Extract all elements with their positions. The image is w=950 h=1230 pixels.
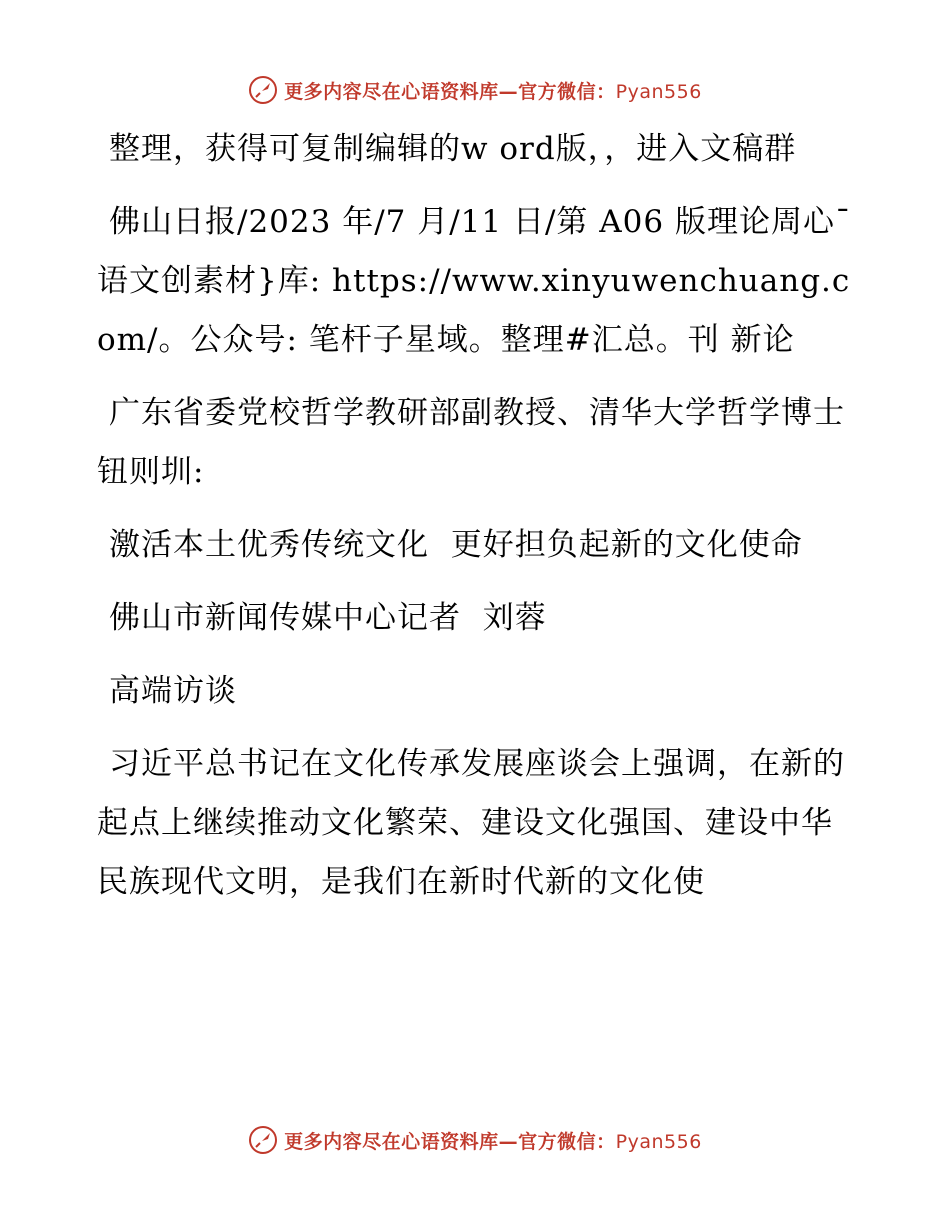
paragraph-author-title: 广东省委党校哲学教研部副教授、清华大学哲学博士钮则圳: (97, 395, 845, 490)
paragraph-body: 习近平总书记在文化传承发展座谈会上强调，在新的起点上继续推动文化繁荣、建设文化强国、建设中华民族现代文明，是我们在新时代新的文化使 (97, 746, 845, 900)
paragraph-source: 佛山日报/2023 年/7 月/11 日/第 A06 版理论周心¯语文创素材}库: https://www.xinyuwenchuang.com/。公众号: 笔杆子星域。整理#汇总。刊 新论 (97, 204, 852, 358)
paragraph-reporter: 佛山市新闻传媒中心记者 刘蓉 (109, 600, 547, 636)
header-watermark-banner (0, 70, 950, 110)
paragraph-intro: 整理，获得可复制编辑的w ord版，，进入文稿群 (109, 131, 797, 167)
paragraph-headline: 激活本土优秀传统文化 更好担负起新的文化使命 (109, 527, 803, 563)
quill-logo-icon (248, 75, 278, 105)
banner-wechat-id: Pyan556 (615, 1130, 702, 1153)
document-body (97, 120, 857, 926)
paragraph-section-label: 高端访谈 (109, 673, 237, 709)
banner-text: 更多内容尽在心语资料库—官方微信：Pyan556 (284, 1130, 702, 1153)
banner-text: 更多内容尽在心语资料库—官方微信：Pyan556 (284, 80, 702, 103)
quill-logo-icon (248, 1125, 278, 1155)
footer-watermark-banner (0, 1120, 950, 1160)
banner-wechat-id: Pyan556 (615, 80, 702, 103)
